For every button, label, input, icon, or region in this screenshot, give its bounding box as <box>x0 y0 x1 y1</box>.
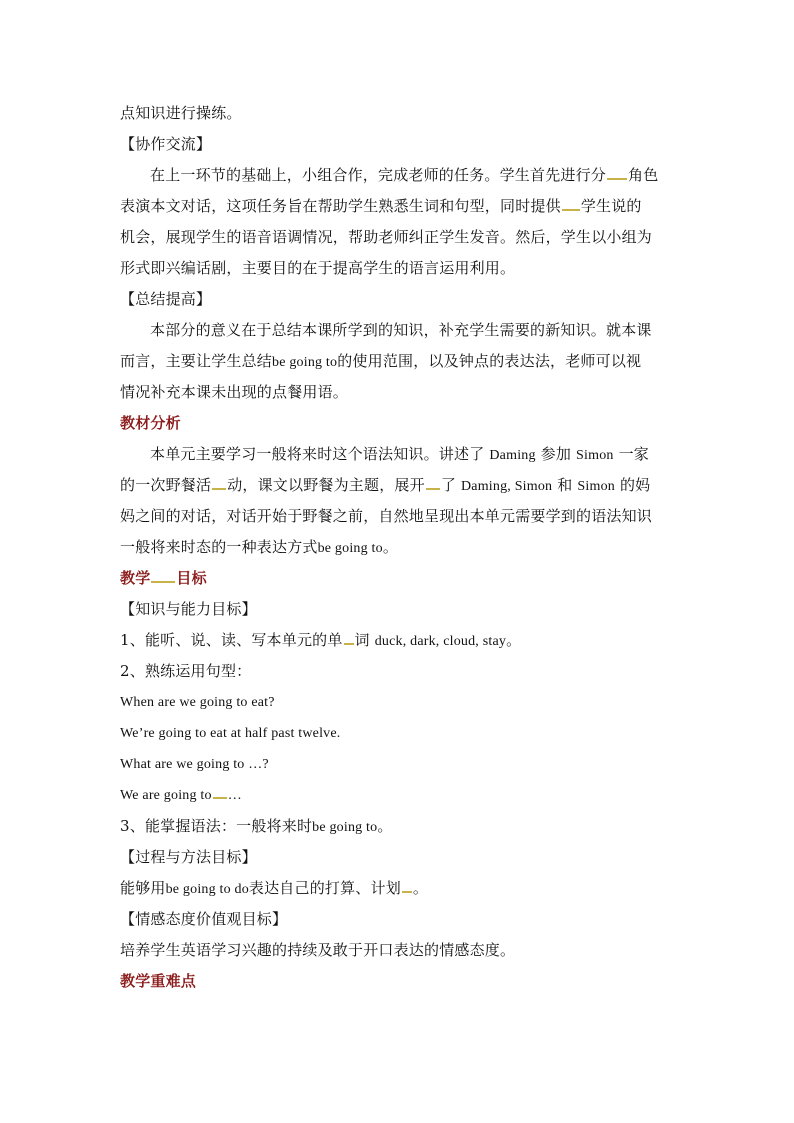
blank-mark <box>344 637 354 645</box>
text-line: 形式即兴编话剧，主要目的在于提高学生的语言运用利用。 <box>120 259 516 277</box>
blank-mark <box>213 791 227 799</box>
section-title-jiaocai: 教材分析 <box>120 414 181 432</box>
document-page <box>120 98 676 997</box>
blank-mark <box>212 482 226 490</box>
blank-mark <box>607 172 627 180</box>
example-sentence: We are going to … <box>120 788 242 803</box>
example-sentence: We’re going to eat at half past twelve. <box>120 726 341 741</box>
list-item: 3、能掌握语法：一般将来时be going to。 <box>120 817 393 835</box>
text-line: 本单元主要学习一般将来时这个语法知识。讲述了 Daming 参加 Simon 一家 <box>150 445 649 463</box>
example-sentence: When are we going to eat? <box>120 695 275 710</box>
section-title-zhongnan: 教学重难点 <box>120 972 197 990</box>
section-title-mubiao: 教学 目标 <box>120 569 207 587</box>
section-heading-zongjie: 【总结提高】 <box>120 290 212 308</box>
text-line: 情况补充本课未出现的点餐用语。 <box>120 383 349 401</box>
text-line: 而言，主要让学生总结be going to的使用范围，以及钟点的表达法，老师可以视 <box>120 352 642 370</box>
list-item: 2、熟练运用句型： <box>120 662 252 680</box>
text-line: 的一次野餐活 动，课文以野餐为主题，展开 了 Daming, Simon 和 Simon 的妈 <box>120 476 651 494</box>
text-line: 妈之间的对话，对话开始于野餐之前，自然地呈现出本单元需要学到的语法知识 <box>120 507 653 525</box>
section-heading-guocheng: 【过程与方法目标】 <box>120 848 257 866</box>
blank-mark <box>151 575 175 583</box>
section-heading-zhishi: 【知识与能力目标】 <box>120 600 257 618</box>
blank-mark <box>402 885 412 893</box>
blank-mark <box>562 203 580 211</box>
text-line <box>120 98 676 129</box>
text-line: 在上一环节的基础上，小组合作，完成老师的任务。学生首先进行分 角色 <box>150 166 659 184</box>
text-line: 机会，展现学生的语音语调情况，帮助老师纠正学生发音。然后，学生以小组为 <box>120 228 653 246</box>
list-item: 1、能听、说、读、写本单元的单 词 duck, dark, cloud, stay。 <box>120 631 522 649</box>
example-sentence: What are we going to …? <box>120 757 269 772</box>
section-heading-qinggan: 【情感态度价值观目标】 <box>120 910 288 928</box>
blank-mark <box>426 482 440 490</box>
section-heading-xiezuo: 【协作交流】 <box>120 135 212 153</box>
text-line: 本部分的意义在于总结本课所学到的知识，补充学生需要的新知识。就本课 <box>150 321 652 339</box>
text-line: 表演本文对话，这项任务旨在帮助学生熟悉生词和句型，同时提供 学生说的 <box>120 197 642 215</box>
text-line: 能够用be going to do表达自己的打算、计划 。 <box>120 879 429 897</box>
text-line: 培养学生英语学习兴趣的持续及敢于开口表达的情感态度。 <box>120 941 516 959</box>
paragraph-text: 点知识进行操练。 <box>120 104 242 122</box>
text-line: 一般将来时态的一种表达方式be going to。 <box>120 538 399 556</box>
